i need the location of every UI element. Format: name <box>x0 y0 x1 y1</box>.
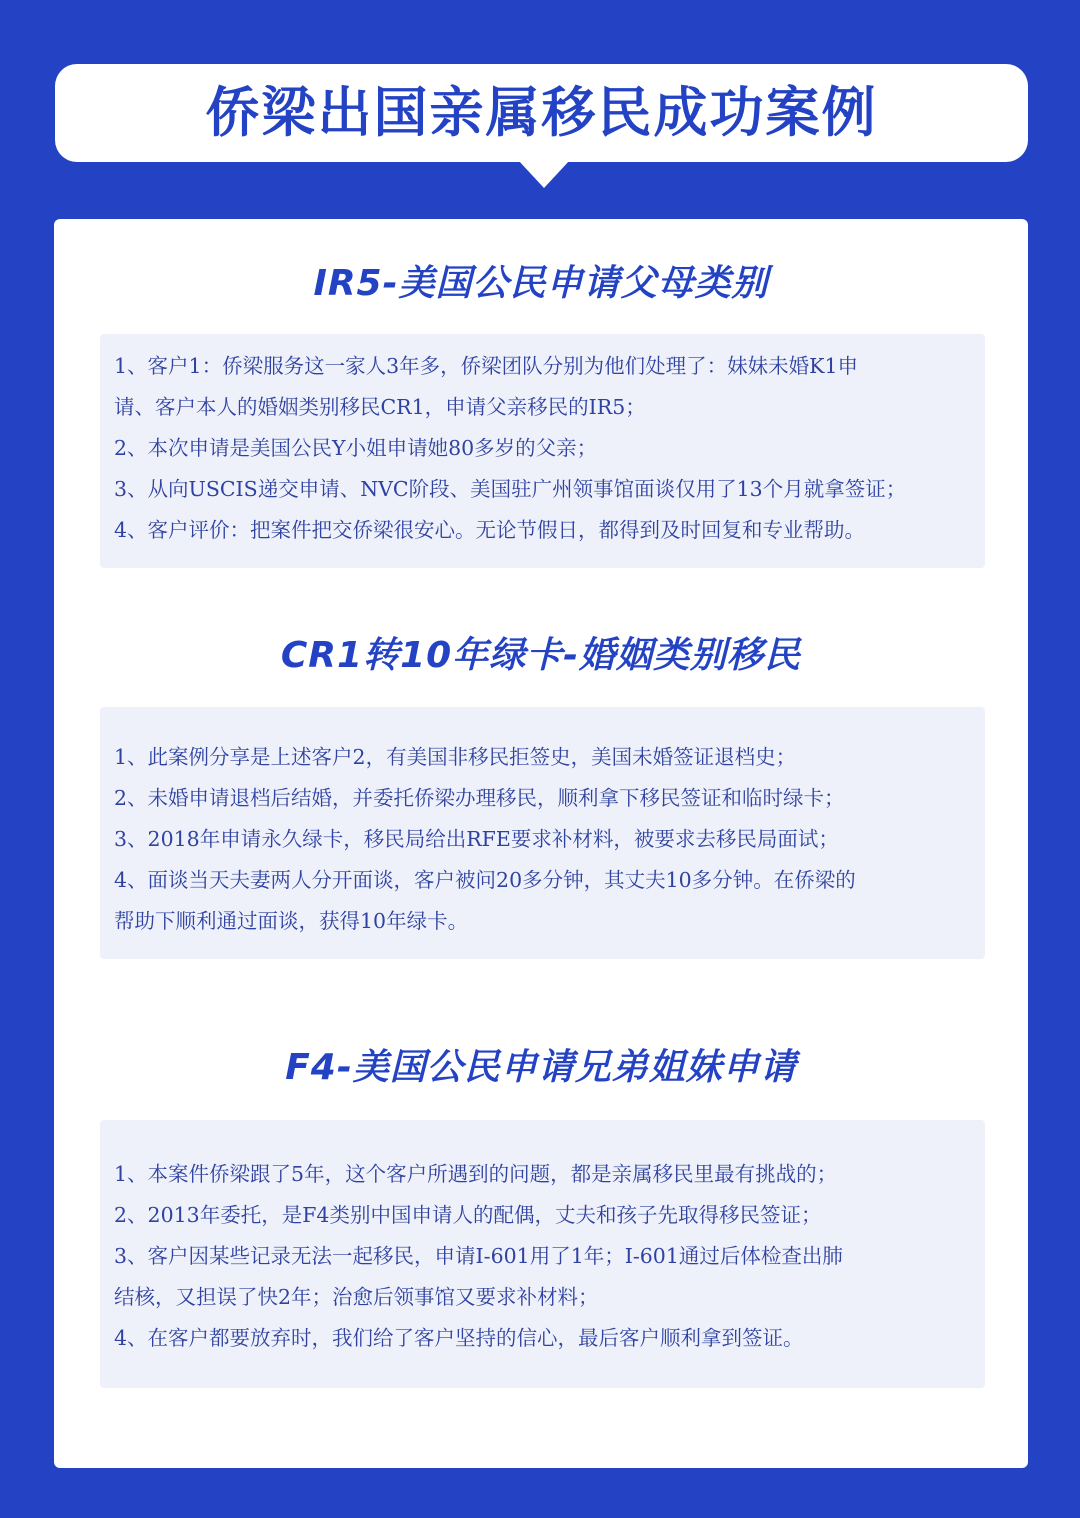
section-title-ir5: IR5-美国公民申请父母类别 <box>313 263 769 304</box>
content-line: 结核，又担误了快2年；治愈后领事馆又要求补材料； <box>114 1285 599 1309</box>
section-title-cr1: CR1转10年绿卡-婚姻类别移民 <box>280 635 802 676</box>
content-line: 4、客户评价：把案件把交侨梁很安心。无论节假日，都得到及时回复和专业帮助。 <box>114 518 866 542</box>
content-line: 2、未婚申请退档后结婚，并委托侨梁办理移民，顺利拿下移民签证和临时绿卡； <box>114 786 845 810</box>
section-title-f4: F4-美国公民申请兄弟姐妹申请 <box>285 1047 797 1088</box>
content-line: 3、从向USCIS递交申请、NVC阶段、美国驻广州领事馆面谈仅用了13个月就拿签证； <box>114 477 907 501</box>
content-line: 4、在客户都要放弃时，我们给了客户坚持的信心，最后客户顺利拿到签证。 <box>114 1326 804 1350</box>
content-line: 3、客户因某些记录无法一起移民，申请I-601用了1年；I-601通过后体检查出肺 <box>114 1244 843 1268</box>
content-line: 请、客户本人的婚姻类别移民CR1，申请父亲移民的IR5； <box>114 395 646 419</box>
header-pointer <box>518 160 570 188</box>
content-line: 1、本案件侨梁跟了5年，这个客户所遇到的问题，都是亲属移民里最有挑战的； <box>114 1162 838 1186</box>
content-line: 帮助下顺利通过面谈，获得10年绿卡。 <box>114 909 469 933</box>
page-title: 侨梁出国亲属移民成功案例 <box>205 81 878 144</box>
section-content-ir5 <box>100 334 985 568</box>
content-line: 1、客户1：侨梁服务这一家人3年多，侨梁团队分别为他们处理了：妹妹未婚K1申 <box>114 354 858 378</box>
section-content-cr1 <box>100 707 985 959</box>
section-content-f4 <box>100 1120 985 1388</box>
content-line: 2、2013年委托，是F4类别中国申请人的配偶，丈夫和孩子先取得移民签证； <box>114 1203 822 1227</box>
content-line: 2、本次申请是美国公民Y小姐申请她80多岁的父亲； <box>114 436 598 460</box>
header-banner <box>55 64 1028 162</box>
content-line: 1、此案例分享是上述客户2，有美国非移民拒签史，美国未婚签证退档史； <box>114 745 797 769</box>
cases-panel <box>54 219 1028 1468</box>
content-line: 3、2018年申请永久绿卡，移民局给出RFE要求补材料，被要求去移民局面试； <box>114 827 839 851</box>
content-line: 4、面谈当天夫妻两人分开面谈，客户被问20多分钟，其丈夫10多分钟。在侨梁的 <box>114 868 856 892</box>
